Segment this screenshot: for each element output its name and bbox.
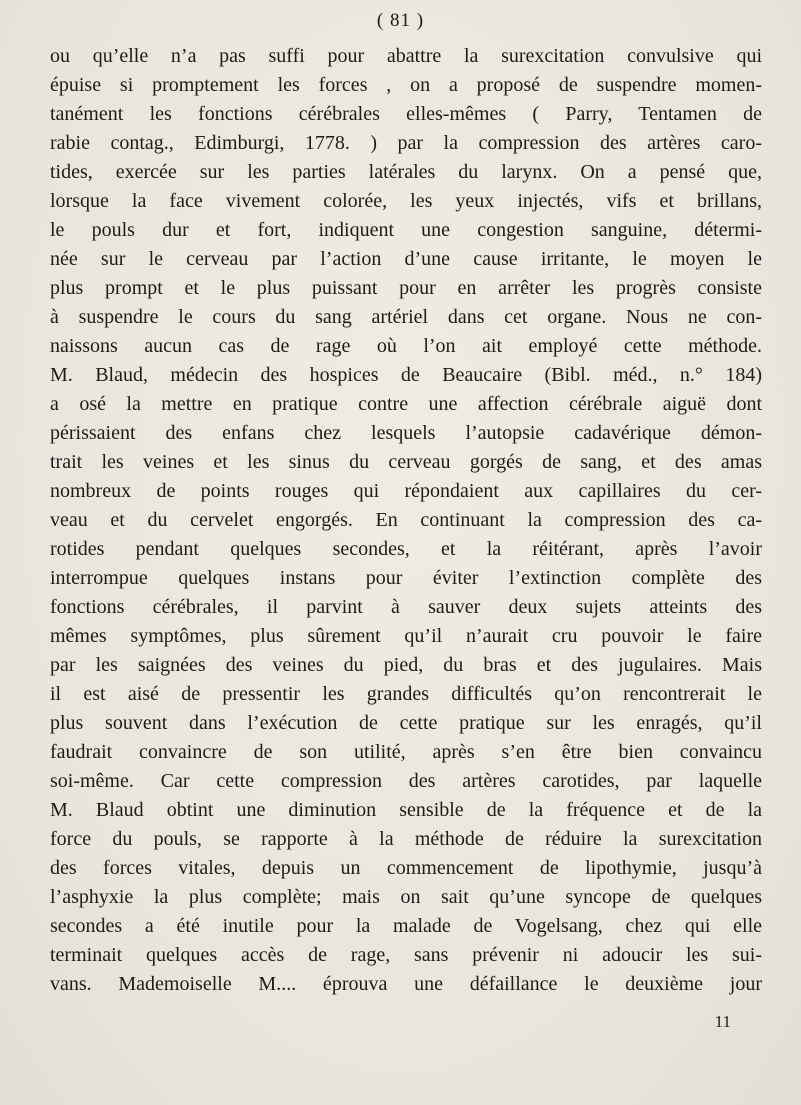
text-line: secondes a été inutile pour la malade de Vogelsang, chez qui elle [50,915,762,937]
text-line: par les saignées des veines du pied, du bras et des jugulaires. Mais [50,654,762,676]
text-line: à suspendre le cours du sang artériel dans cet organe. Nous ne con- [50,306,762,328]
text-line: interrompue quelques instans pour éviter l’extinction complète des [50,567,762,589]
text-line: tides, exercée sur les parties latérales du larynx. On a pensé que, [50,161,762,183]
text-line: vans. Mademoiselle M.... éprouva une défaillance le deuxième jour [50,973,762,995]
text-line: nombreux de points rouges qui répondaient aux capillaires du cer- [50,480,762,502]
text-line: soi-même. Car cette compression des artères carotides, par laquelle [50,770,762,792]
body-text [50,42,762,999]
text-line: veau et du cervelet engorgés. En continuant la compression des ca- [50,509,762,531]
text-line: M. Blaud, médecin des hospices de Beaucaire (Bibl. méd., n.° 184) [50,364,762,386]
text-line: des forces vitales, depuis un commencement de lipothymie, jusqu’à [50,857,762,879]
text-line: mêmes symptômes, plus sûrement qu’il n’aurait cru pouvoir le faire [50,625,762,647]
text-line: force du pouls, se rapporte à la méthode de réduire la surexcitation [50,828,762,850]
text-line: rabie contag., Edimburgi, 1778. ) par la compression des artères caro- [50,132,762,154]
text-line: M. Blaud obtint une diminution sensible de la fréquence et de la [50,799,762,821]
text-line: tanément les fonctions cérébrales elles-mêmes ( Parry, Tentamen de [50,103,762,125]
text-line: née sur le cerveau par l’action d’une cause irritante, le moyen le [50,248,762,270]
text-line: lorsque la face vivement colorée, les yeux injectés, vifs et brillans, [50,190,762,212]
text-line: terminait quelques accès de rage, sans prévenir ni adoucir les sui- [50,944,762,966]
text-line: faudrait convaincre de son utilité, après s’en être bien convaincu [50,741,762,763]
page-number: ( 81 ) [376,10,425,31]
text-line: trait les veines et les sinus du cerveau gorgés de sang, et des amas [50,451,762,473]
text-line: rotides pendant quelques secondes, et la réitérant, après l’avoir [50,538,762,560]
text-line: l’asphyxie la plus complète; mais on sait qu’une syncope de quelques [50,886,762,908]
text-line: ou qu’elle n’a pas suffi pour abattre la surexcitation convulsive qui [50,45,762,67]
text-line: a osé la mettre en pratique contre une affection cérébrale aiguë dont [50,393,762,415]
text-line: le pouls dur et fort, indiquent une congestion sanguine, détermi- [50,219,762,241]
text-line: périssaient des enfans chez lesquels l’autopsie cadavérique démon- [50,422,762,444]
signature-mark: 11 [714,1012,731,1031]
text-line: naissons aucun cas de rage où l’on ait employé cette méthode. [50,335,762,357]
text-line: il est aisé de pressentir les grandes difficultés qu’on rencontrerait le [50,683,762,705]
text-line: épuise si promptement les forces , on a proposé de suspendre momen- [50,74,762,96]
text-line: fonctions cérébrales, il parvint à sauver deux sujets atteints des [50,596,762,618]
text-line: plus prompt et le plus puissant pour en arrêter les progrès consiste [50,277,762,299]
text-line: plus souvent dans l’exécution de cette pratique sur les enragés, qu’il [50,712,762,734]
